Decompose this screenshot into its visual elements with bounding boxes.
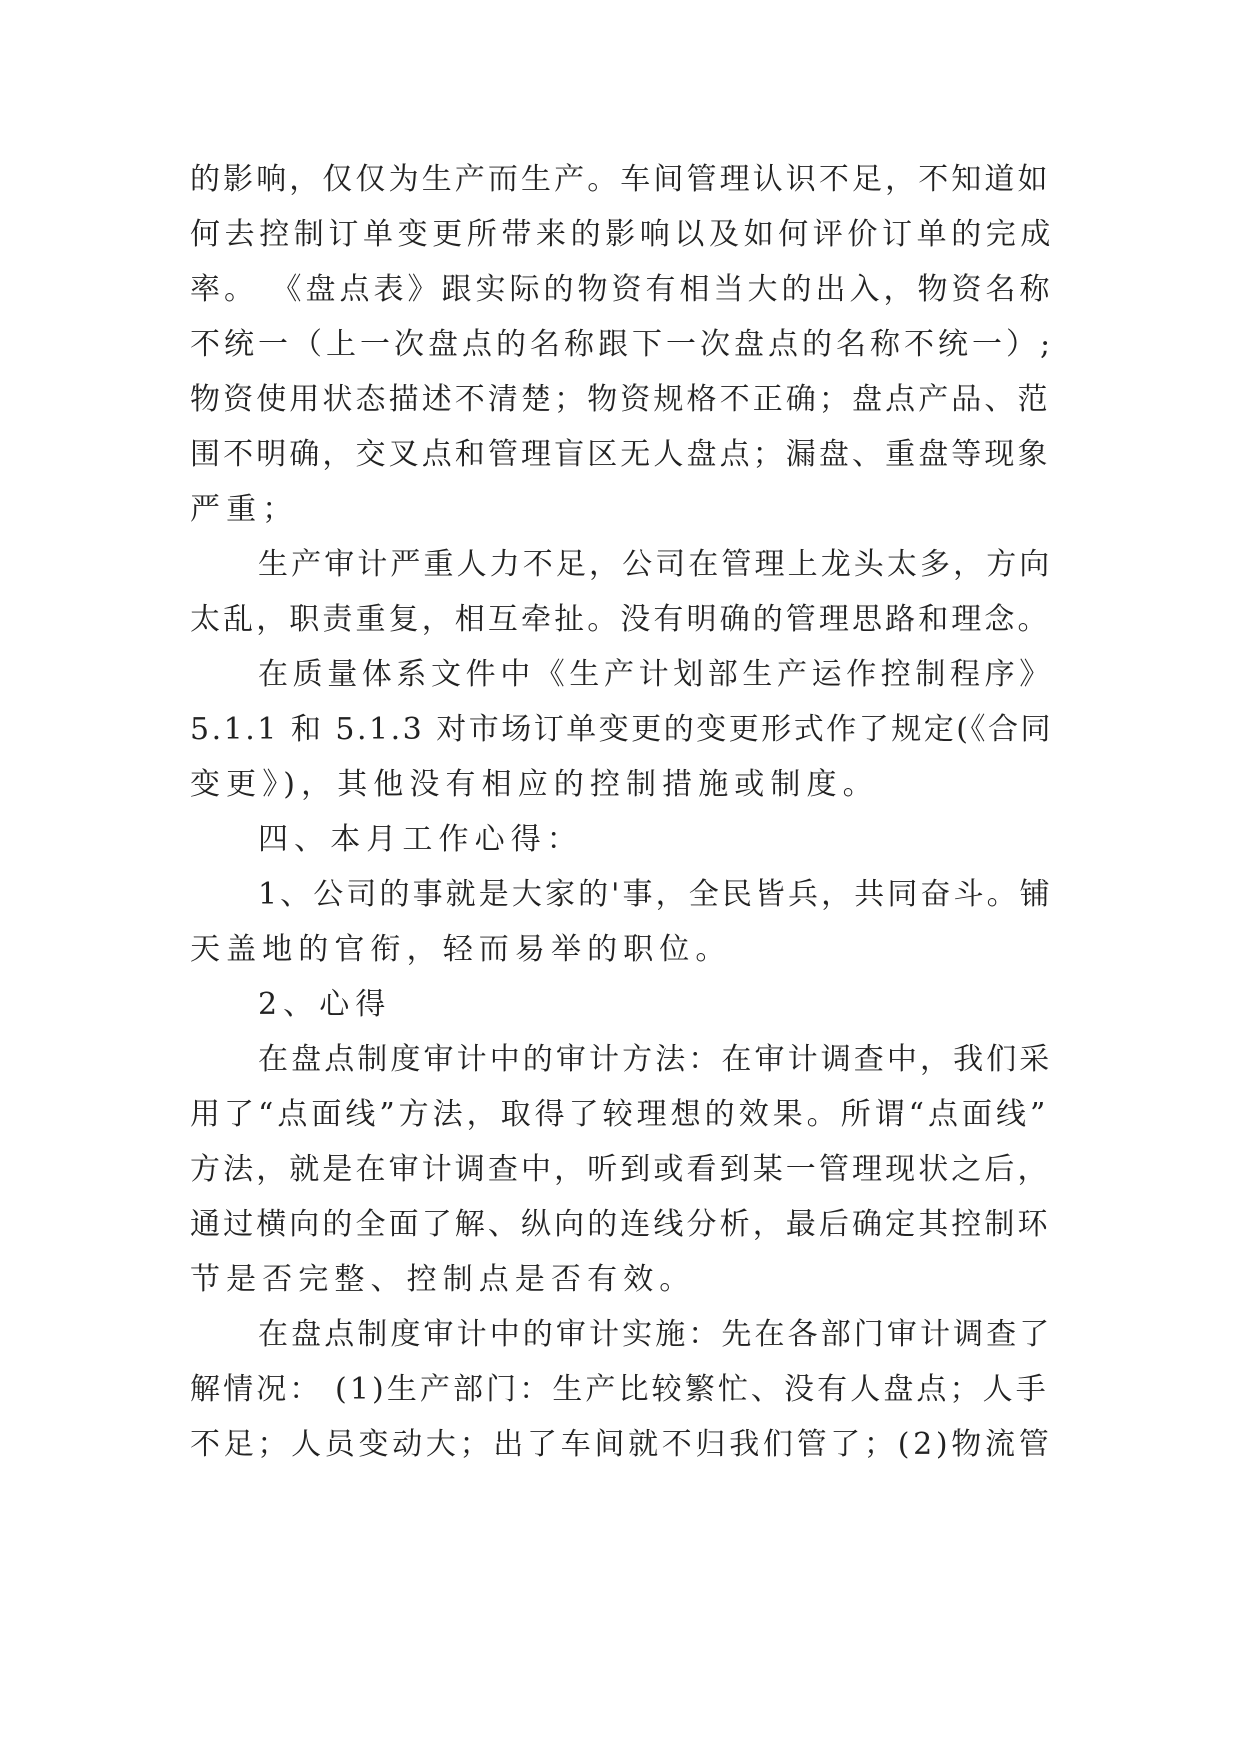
text-line: 的影响，仅仅为生产而生产。车间管理认识不足，不知道如 [190, 162, 1051, 197]
text-line: 天盖地的官衔，轻而易举的职位。 [190, 932, 732, 967]
text-line: 何去控制订单变更所带来的影响以及如何评价订单的完成 [190, 217, 1055, 252]
text-line: 四、本月工作心得： [258, 822, 583, 857]
text-line: 生产审计严重人力不足，公司在管理上龙头太多，方向 [258, 547, 1053, 582]
text-line: 在质量体系文件中《生产计划部生产运作控制程序》 [258, 657, 1054, 692]
text-line: 节是否完整、控制点是否有效。 [190, 1262, 696, 1297]
text-line: 在盘点制度审计中的审计实施：先在各部门审计调查了 [258, 1317, 1053, 1352]
text-line: 2、心得 [258, 987, 392, 1022]
text-line: 围不明确，交叉点和管理盲区无人盘点；漏盘、重盘等现象 [190, 437, 1051, 472]
text-line: 率。 《盘点表》跟实际的物资有相当大的出入，物资名称 [190, 272, 1054, 307]
text-line: 通过横向的全面了解、纵向的连线分析，最后确定其控制环 [190, 1207, 1051, 1242]
text-line: 不统一（上一次盘点的名称跟下一次盘点的名称不统一）; [190, 327, 1055, 362]
text-line: 严重； [190, 492, 299, 527]
text-line: 解情况： (1)生产部门：生产比较繁忙、没有人盘点；人手 [190, 1372, 1049, 1407]
text-line: 物资使用状态描述不清楚；物资规格不正确；盘点产品、范 [190, 382, 1051, 417]
text-line: 1、公司的事就是大家的'事，全民皆兵，共同奋斗。铺 [258, 877, 1053, 912]
text-line: 用了“点面线”方法，取得了较理想的效果。所谓“点面线” [190, 1097, 1050, 1132]
text-line: 方法，就是在审计调查中，听到或看到某一管理现状之后， [190, 1152, 1051, 1187]
text-line: 变更》)，其他没有相应的控制措施或制度。 [190, 767, 879, 802]
text-line: 在盘点制度审计中的审计方法：在审计调查中，我们采 [258, 1042, 1053, 1077]
text-line: 太乱，职责重复，相互牵扯。没有明确的管理思路和理念。 [190, 602, 1051, 637]
text-line: 不足；人员变动大；出了车间就不归我们管了；(2)物流管 [190, 1427, 1053, 1462]
text-line: 5.1.1 和 5.1.3 对市场订单变更的变更形式作了规定(《合同 [190, 712, 1053, 747]
